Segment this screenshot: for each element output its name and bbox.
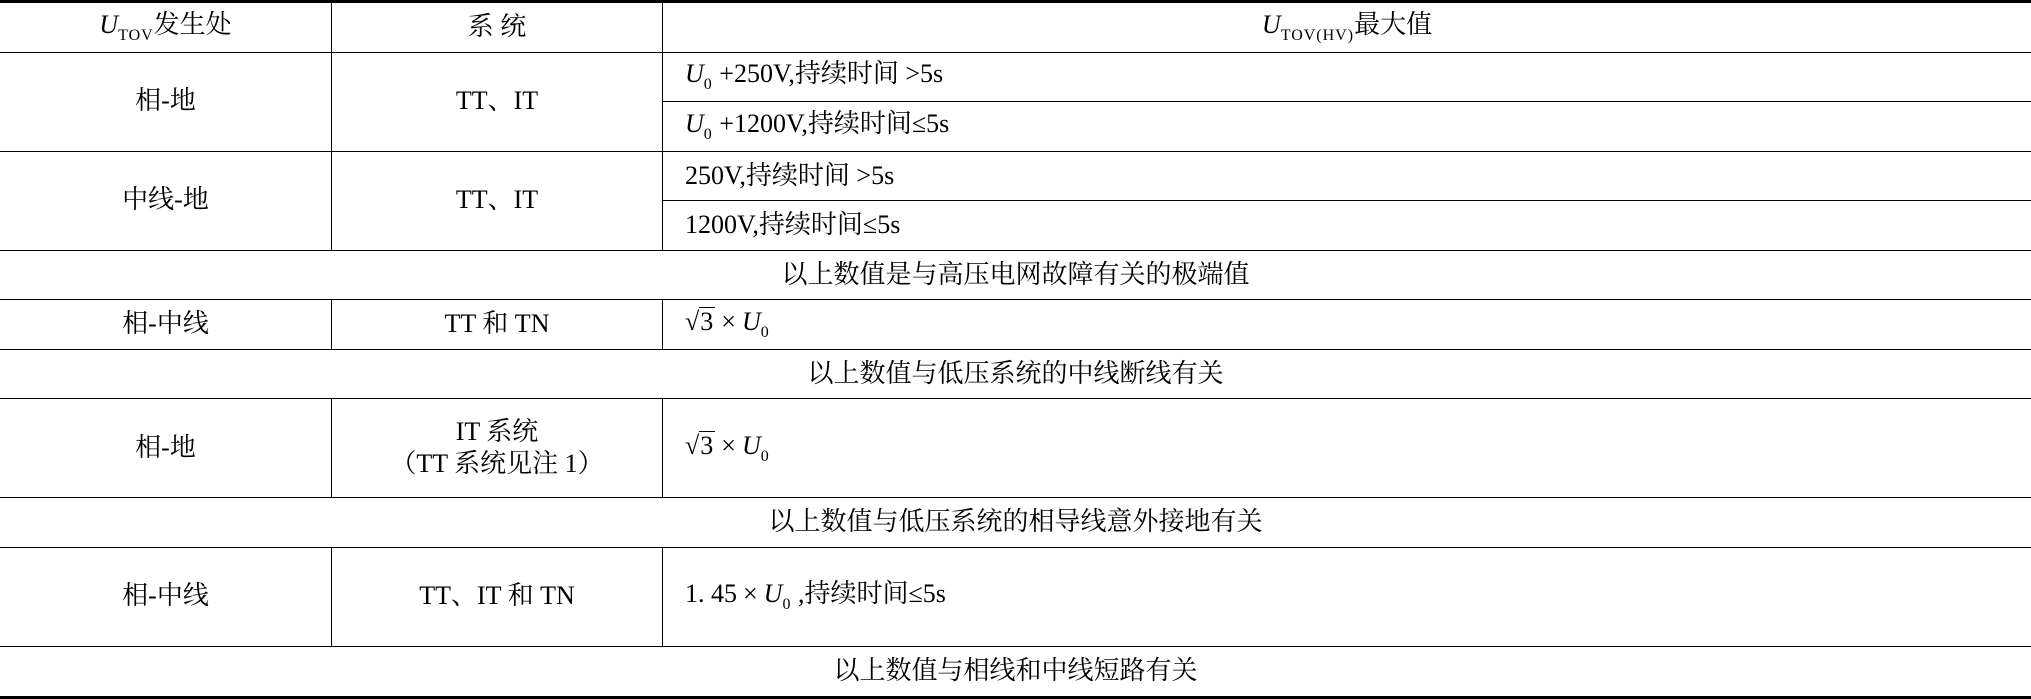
radical-sign: √ [685,430,700,460]
coefficient: 1. 45 [685,579,737,608]
voltage-subscript: 0 [703,125,713,143]
note-row [0,498,2031,548]
multiply-operator: × [743,579,758,608]
location-label: 相-地 [135,86,196,116]
max-value-text: 1200V,持续时间≤5s [685,210,901,239]
header-location-text: 发生处 [153,9,232,39]
radicand: 3 [700,430,714,460]
header-system-text: 系 统 [467,12,527,41]
voltage-subscript: 0 [760,447,770,465]
header-system [332,3,663,53]
note-row [0,251,2031,301]
location-label: 中线-地 [122,185,209,215]
max-value-cell [663,102,2031,152]
system-label: TT 和 TN [444,309,550,338]
header-location [0,3,332,53]
system-label: TT、IT [455,185,539,215]
multiply-operator: × [721,306,736,336]
header-max-value-text: 最大值 [1354,9,1433,39]
system-cell [332,152,663,251]
voltage-symbol: U [685,108,704,138]
note-text: 以上数值与相线和中线短路有关 [833,656,1198,685]
max-value-cell [663,53,2031,103]
note-row [0,647,2031,697]
max-value-text: ,持续时间≤5s [791,579,946,608]
voltage-subscript: 0 [703,76,713,94]
voltage-symbol: U [741,430,761,460]
radical-sign: √ [685,306,700,336]
header-location-subscript: TOV [118,26,154,44]
header-max-value-symbol: U [1261,9,1281,39]
max-value-cell [663,201,2031,251]
location-label: 相-地 [135,432,196,462]
max-value-text: 250V,持续时间 >5s [685,160,895,190]
location-cell [0,548,332,647]
location-cell [0,53,332,152]
voltage-symbol: U [741,306,761,336]
voltage-subscript: 0 [782,596,792,613]
system-cell [332,399,663,498]
note-text: 以上数值与低压系统的相导线意外接地有关 [768,507,1263,536]
header-max-value-subscript: TOV(HV) [1280,26,1355,44]
note-row [0,350,2031,400]
system-label: TT、IT [455,86,539,116]
location-label: 相-中线 [122,309,209,338]
location-cell [0,300,332,350]
location-label: 相-中线 [122,581,209,611]
system-label-line-1: IT 系统 [455,416,539,446]
radicand: 3 [700,306,714,336]
system-label: TT、IT 和 TN [419,581,575,611]
system-cell [332,300,663,350]
max-value-cell [663,300,2031,350]
voltage-symbol: U [685,59,704,89]
note-text: 以上数值是与高压电网故障有关的极端值 [781,259,1250,289]
system-label-line-2: （TT 系统见注 1） [390,449,604,478]
multiply-operator: × [721,430,736,460]
max-value-cell [663,152,2031,202]
max-value-cell [663,399,2031,498]
header-max-value [663,3,2031,53]
location-cell [0,399,332,498]
header-location-symbol: U [99,9,119,39]
voltage-subscript: 0 [760,323,770,341]
location-cell [0,152,332,251]
system-cell [332,53,663,152]
note-text: 以上数值与低压系统的中线断线有关 [807,358,1224,388]
max-value-text: +250V,持续时间 >5s [712,59,944,89]
max-value-cell [663,548,2031,647]
voltage-symbol: U [763,579,783,608]
system-cell [332,548,663,647]
max-value-text: +1200V,持续时间≤5s [712,108,950,138]
